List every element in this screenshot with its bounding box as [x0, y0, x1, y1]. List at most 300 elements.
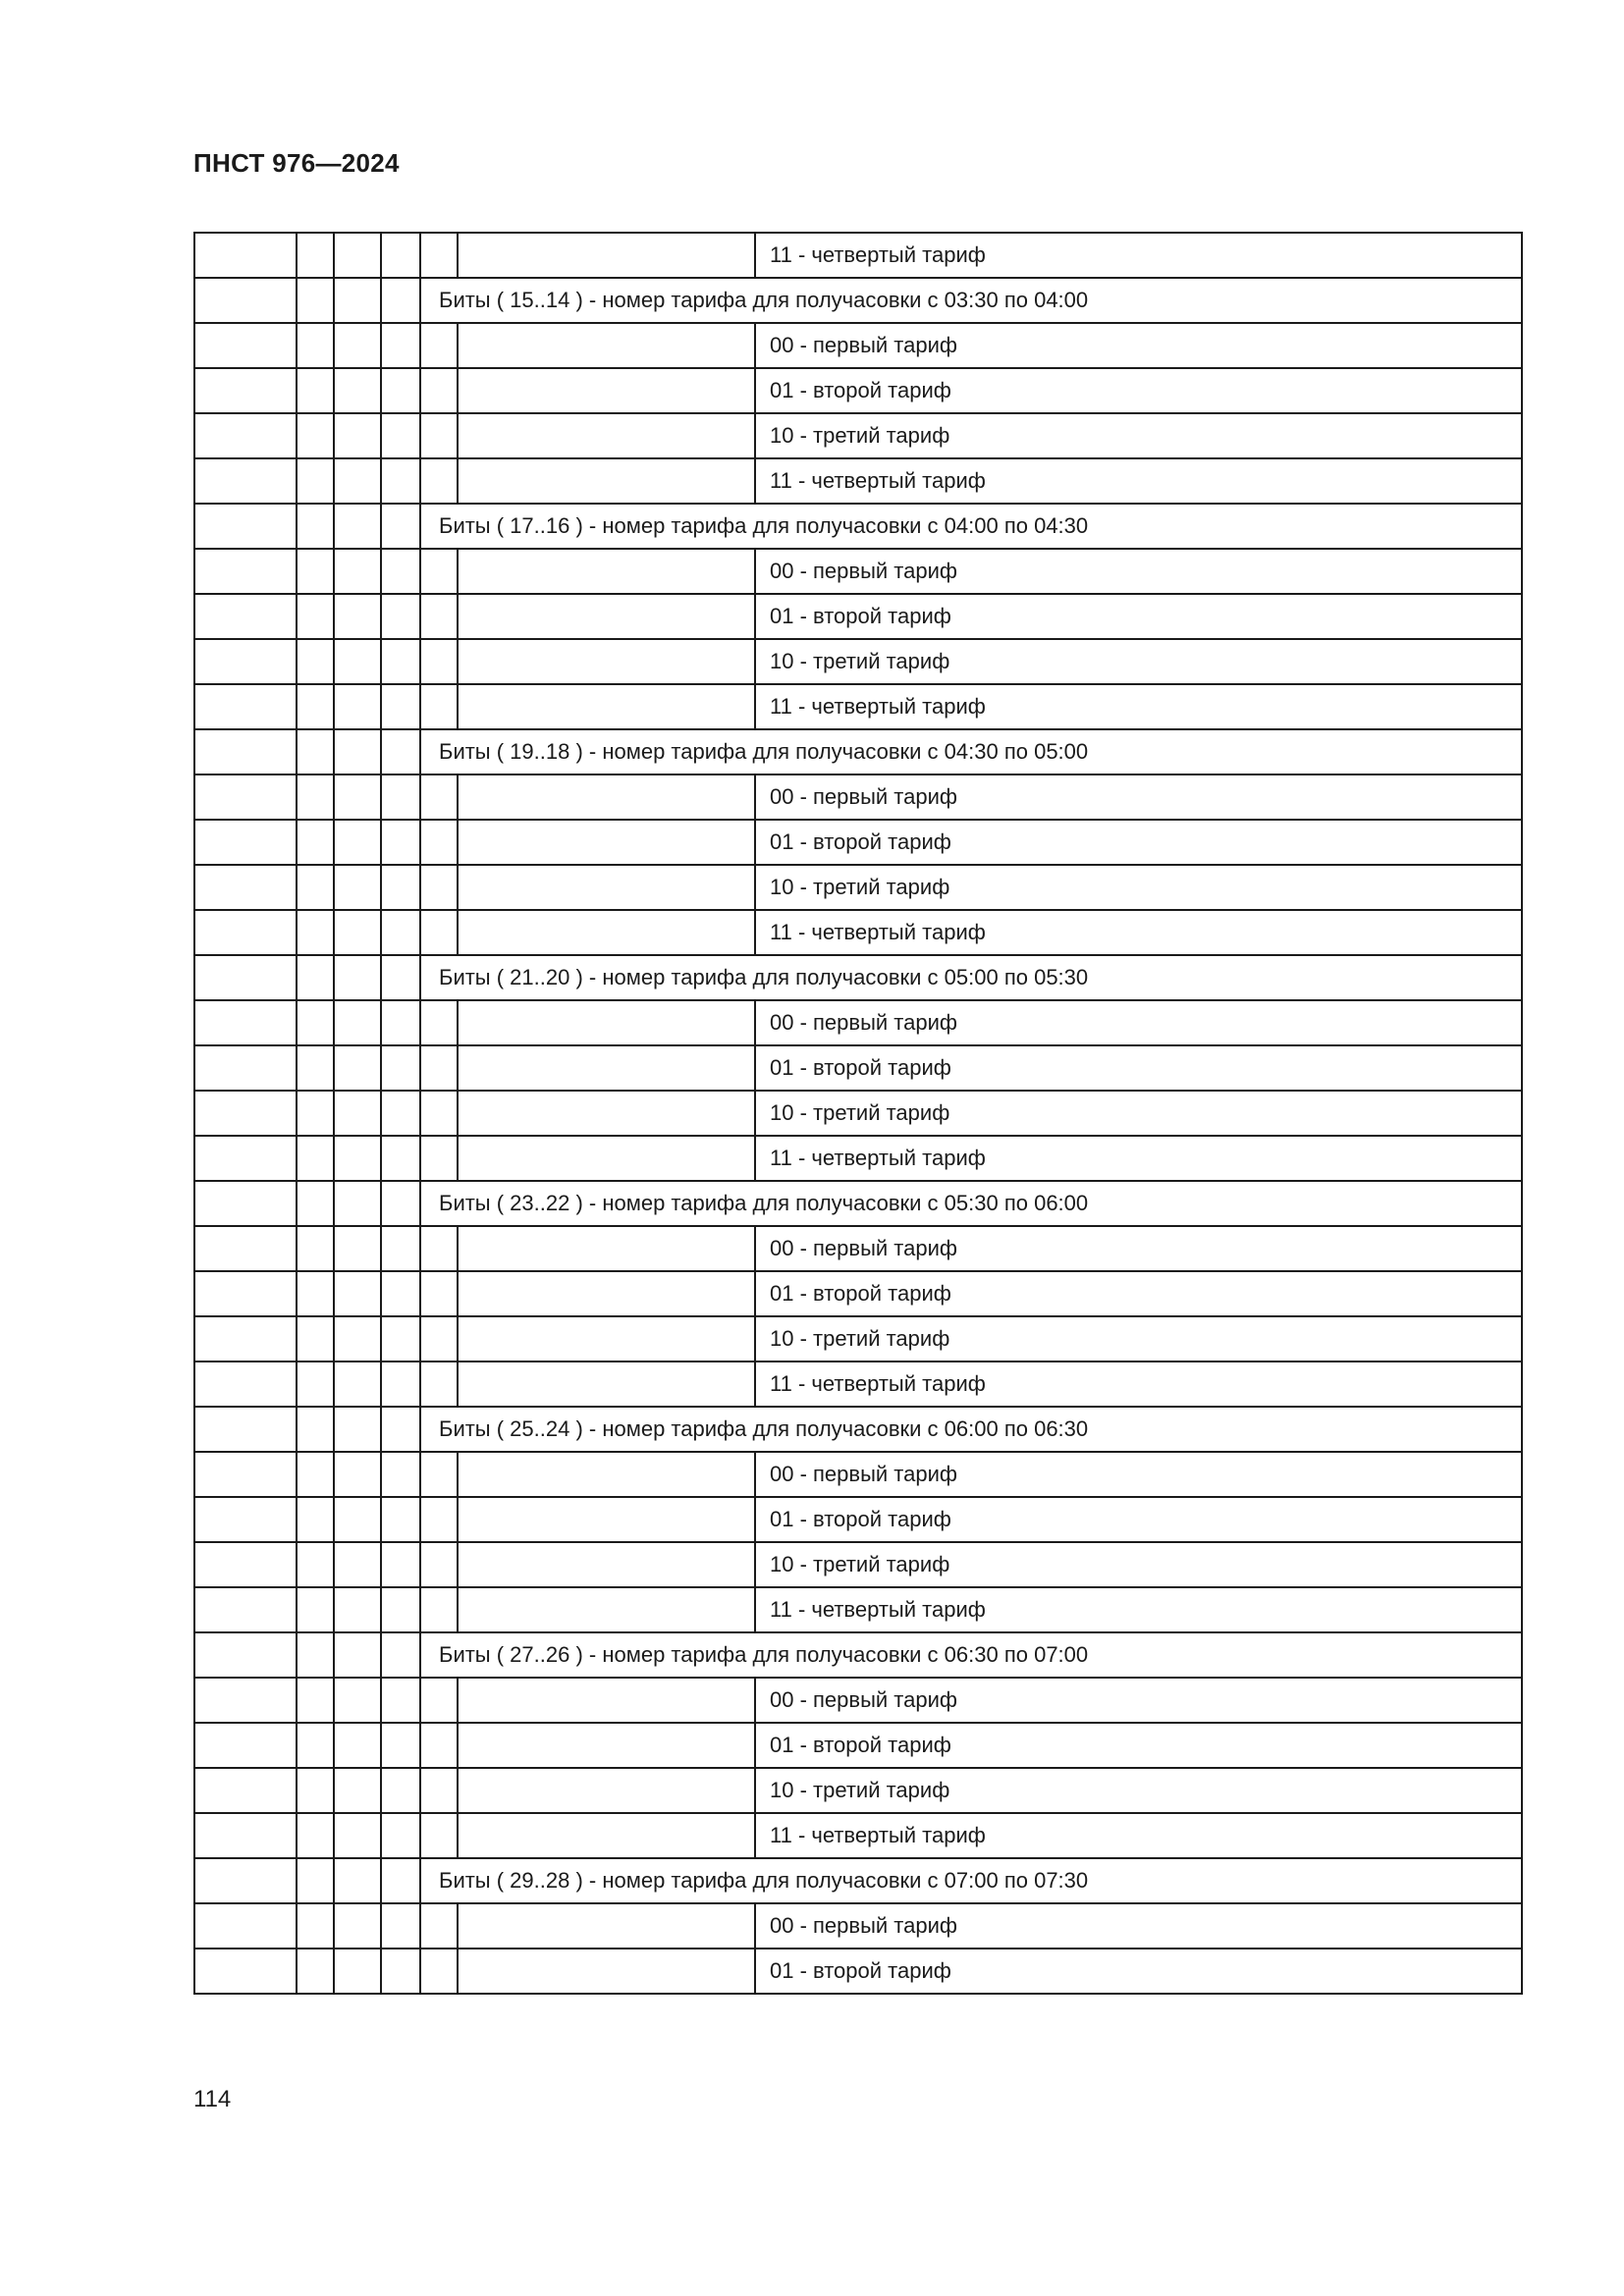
- table-cell-empty: [381, 1407, 420, 1452]
- table-cell-empty: [334, 1091, 381, 1136]
- table-cell-empty: [334, 820, 381, 865]
- table-cell-empty: [420, 1678, 458, 1723]
- table-cell-empty: [297, 549, 334, 594]
- table-cell-empty: [334, 1678, 381, 1723]
- table-cell-empty: [458, 1136, 755, 1181]
- table-cell-empty: [334, 639, 381, 684]
- table-row-tariff-value: [194, 1316, 1522, 1362]
- table-cell-empty: [297, 1949, 334, 1994]
- table-cell-empty: [381, 1858, 420, 1903]
- table-row-bit-group: [194, 278, 1522, 323]
- table-cell-empty: [297, 1045, 334, 1091]
- tariff-value-cell: 10 - третий тариф: [755, 1316, 1522, 1362]
- table-cell-empty: [194, 549, 297, 594]
- table-cell-empty: [194, 1271, 297, 1316]
- table-cell-empty: [194, 1452, 297, 1497]
- table-cell-empty: [420, 1723, 458, 1768]
- table-cell-empty: [420, 1949, 458, 1994]
- table-cell-empty: [334, 1181, 381, 1226]
- table-cell-empty: [334, 1362, 381, 1407]
- tariff-value-cell: 01 - второй тариф: [755, 1949, 1522, 1994]
- table-cell-empty: [458, 1813, 755, 1858]
- bit-group-description: Биты ( 15..14 ) - номер тарифа для получасовки с 03:30 по 04:00: [420, 278, 1522, 323]
- table-cell-empty: [381, 1271, 420, 1316]
- table-cell-empty: [381, 323, 420, 368]
- table-cell-empty: [297, 865, 334, 910]
- table-cell-empty: [194, 1678, 297, 1723]
- table-cell-empty: [297, 1497, 334, 1542]
- tariff-value-cell: 11 - четвертый тариф: [755, 684, 1522, 729]
- tariff-value-cell: 11 - четвертый тариф: [755, 458, 1522, 504]
- tariff-value-cell: 10 - третий тариф: [755, 639, 1522, 684]
- table-cell-empty: [381, 1091, 420, 1136]
- bit-group-description: Биты ( 25..24 ) - номер тарифа для получасовки с 06:00 по 06:30: [420, 1407, 1522, 1452]
- table-cell-empty: [381, 1768, 420, 1813]
- table-cell-empty: [297, 1632, 334, 1678]
- table-cell-empty: [381, 1316, 420, 1362]
- table-cell-empty: [381, 233, 420, 278]
- table-cell-empty: [381, 865, 420, 910]
- table-cell-empty: [194, 1542, 297, 1587]
- table-cell-empty: [334, 1136, 381, 1181]
- table-cell-empty: [381, 594, 420, 639]
- table-cell-empty: [334, 278, 381, 323]
- bit-group-description: Биты ( 21..20 ) - номер тарифа для получасовки с 05:00 по 05:30: [420, 955, 1522, 1000]
- table-cell-empty: [297, 1813, 334, 1858]
- table-cell-empty: [381, 684, 420, 729]
- table-row-tariff-value: [194, 1362, 1522, 1407]
- table-cell-empty: [297, 1452, 334, 1497]
- table-cell-empty: [458, 1542, 755, 1587]
- table-cell-empty: [420, 1542, 458, 1587]
- table-cell-empty: [420, 1497, 458, 1542]
- table-cell-empty: [420, 1271, 458, 1316]
- table-row-tariff-value: [194, 1000, 1522, 1045]
- table-cell-empty: [458, 233, 755, 278]
- tariff-value-cell: 01 - второй тариф: [755, 594, 1522, 639]
- table-cell-empty: [458, 910, 755, 955]
- table-cell-empty: [334, 1497, 381, 1542]
- table-cell-empty: [194, 594, 297, 639]
- table-cell-empty: [420, 1091, 458, 1136]
- table-cell-empty: [458, 1091, 755, 1136]
- table-cell-empty: [194, 729, 297, 774]
- table-cell-empty: [381, 1678, 420, 1723]
- table-cell-empty: [194, 1091, 297, 1136]
- table-cell-empty: [458, 1678, 755, 1723]
- table-cell-empty: [458, 1497, 755, 1542]
- table-row-tariff-value: [194, 458, 1522, 504]
- document-header: ПНСТ 976—2024: [193, 148, 400, 178]
- bit-group-description: Биты ( 29..28 ) - номер тарифа для получасовки с 07:00 по 07:30: [420, 1858, 1522, 1903]
- table-cell-empty: [194, 368, 297, 413]
- table-row-tariff-value: [194, 1678, 1522, 1723]
- table-cell-empty: [334, 1903, 381, 1949]
- table-cell-empty: [458, 1903, 755, 1949]
- table-cell-empty: [458, 865, 755, 910]
- table-cell-empty: [420, 1768, 458, 1813]
- table-cell-empty: [420, 1452, 458, 1497]
- table-cell-empty: [334, 368, 381, 413]
- table-cell-empty: [420, 1000, 458, 1045]
- table-cell-empty: [194, 1858, 297, 1903]
- table-cell-empty: [334, 774, 381, 820]
- tariff-value-cell: 11 - четвертый тариф: [755, 910, 1522, 955]
- table-cell-empty: [381, 1903, 420, 1949]
- table-cell-empty: [194, 1000, 297, 1045]
- table-row-tariff-value: [194, 368, 1522, 413]
- table-cell-empty: [420, 1903, 458, 1949]
- tariff-value-cell: 00 - первый тариф: [755, 1678, 1522, 1723]
- table-cell-empty: [334, 729, 381, 774]
- table-cell-empty: [420, 1136, 458, 1181]
- table-cell-empty: [297, 774, 334, 820]
- tariff-value-cell: 10 - третий тариф: [755, 865, 1522, 910]
- table-row-tariff-value: [194, 1497, 1522, 1542]
- table-cell-empty: [334, 865, 381, 910]
- table-cell-empty: [420, 458, 458, 504]
- table-cell-empty: [458, 684, 755, 729]
- table-cell-empty: [334, 1813, 381, 1858]
- tariff-value-cell: 11 - четвертый тариф: [755, 1136, 1522, 1181]
- table-row-tariff-value: [194, 1813, 1522, 1858]
- table-row-tariff-value: [194, 1226, 1522, 1271]
- tariff-value-cell: 00 - первый тариф: [755, 549, 1522, 594]
- table-cell-empty: [334, 1452, 381, 1497]
- table-row-tariff-value: [194, 413, 1522, 458]
- table-cell-empty: [458, 1362, 755, 1407]
- tariff-value-cell: 01 - второй тариф: [755, 820, 1522, 865]
- table-cell-empty: [458, 1000, 755, 1045]
- table-row-tariff-value: [194, 1452, 1522, 1497]
- table-cell-empty: [297, 639, 334, 684]
- table-cell-empty: [194, 820, 297, 865]
- table-cell-empty: [381, 1813, 420, 1858]
- table-cell-empty: [334, 955, 381, 1000]
- table-row-tariff-value: [194, 1587, 1522, 1632]
- bit-group-description: Биты ( 27..26 ) - номер тарифа для получасовки с 06:30 по 07:00: [420, 1632, 1522, 1678]
- tariff-value-cell: 11 - четвертый тариф: [755, 1813, 1522, 1858]
- table-cell-empty: [194, 1949, 297, 1994]
- table-cell-empty: [194, 458, 297, 504]
- table-row-tariff-value: [194, 1949, 1522, 1994]
- table-cell-empty: [194, 1407, 297, 1452]
- table-cell-empty: [194, 910, 297, 955]
- tariff-value-cell: 00 - первый тариф: [755, 1226, 1522, 1271]
- table-cell-empty: [381, 955, 420, 1000]
- tariff-value-cell: 01 - второй тариф: [755, 368, 1522, 413]
- table-cell-empty: [334, 1316, 381, 1362]
- table-cell-empty: [420, 1226, 458, 1271]
- tariff-value-cell: 11 - четвертый тариф: [755, 233, 1522, 278]
- table-cell-empty: [297, 1136, 334, 1181]
- tariff-value-cell: 00 - первый тариф: [755, 774, 1522, 820]
- table-row-tariff-value: [194, 1903, 1522, 1949]
- table-cell-empty: [458, 1949, 755, 1994]
- table-cell-empty: [381, 1045, 420, 1091]
- table-cell-empty: [420, 594, 458, 639]
- bit-group-description: Биты ( 19..18 ) - номер тарифа для получасовки с 04:30 по 05:00: [420, 729, 1522, 774]
- table-cell-empty: [297, 1903, 334, 1949]
- table-cell-empty: [420, 1362, 458, 1407]
- table-cell-empty: [194, 865, 297, 910]
- table-cell-empty: [334, 1949, 381, 1994]
- table-cell-empty: [381, 1632, 420, 1678]
- table-row-tariff-value: [194, 684, 1522, 729]
- table-row-tariff-value: [194, 1768, 1522, 1813]
- table-cell-empty: [420, 549, 458, 594]
- tariff-value-cell: 01 - второй тариф: [755, 1723, 1522, 1768]
- table-cell-empty: [420, 368, 458, 413]
- table-cell-empty: [334, 1768, 381, 1813]
- table-cell-empty: [458, 820, 755, 865]
- table-cell-empty: [458, 1271, 755, 1316]
- table-cell-empty: [381, 729, 420, 774]
- table-cell-empty: [334, 458, 381, 504]
- table-cell-empty: [381, 1587, 420, 1632]
- table-cell-empty: [381, 1497, 420, 1542]
- tariff-value-cell: 10 - третий тариф: [755, 1091, 1522, 1136]
- table-cell-empty: [334, 323, 381, 368]
- table-cell-empty: [194, 413, 297, 458]
- table-cell-empty: [297, 413, 334, 458]
- table-cell-empty: [194, 639, 297, 684]
- tariff-value-cell: 00 - первый тариф: [755, 323, 1522, 368]
- table-cell-empty: [458, 458, 755, 504]
- table-cell-empty: [334, 1858, 381, 1903]
- table-cell-empty: [420, 820, 458, 865]
- table-cell-empty: [194, 278, 297, 323]
- bit-group-description: Биты ( 17..16 ) - номер тарифа для получасовки с 04:00 по 04:30: [420, 504, 1522, 549]
- table-row-tariff-value: [194, 910, 1522, 955]
- table-cell-empty: [458, 1045, 755, 1091]
- table-row-tariff-value: [194, 594, 1522, 639]
- table-cell-empty: [420, 1316, 458, 1362]
- table-cell-empty: [420, 413, 458, 458]
- table-body: [194, 233, 1522, 1994]
- table-cell-empty: [458, 1226, 755, 1271]
- table-row-tariff-value: [194, 1045, 1522, 1091]
- table-cell-empty: [297, 1000, 334, 1045]
- table-cell-empty: [420, 1045, 458, 1091]
- table-row-bit-group: [194, 1407, 1522, 1452]
- table-row-tariff-value: [194, 1091, 1522, 1136]
- table-cell-empty: [334, 1000, 381, 1045]
- table-cell-empty: [334, 1587, 381, 1632]
- tariff-value-cell: 00 - первый тариф: [755, 1452, 1522, 1497]
- table-cell-empty: [381, 1723, 420, 1768]
- table-cell-empty: [194, 323, 297, 368]
- table-cell-empty: [194, 1181, 297, 1226]
- table-cell-empty: [297, 233, 334, 278]
- tariff-bits-table: [193, 232, 1523, 1995]
- table-cell-empty: [194, 1045, 297, 1091]
- table-cell-empty: [420, 639, 458, 684]
- table-row-tariff-value: [194, 323, 1522, 368]
- table-cell-empty: [194, 1587, 297, 1632]
- table-row-tariff-value: [194, 639, 1522, 684]
- tariff-value-cell: 00 - первый тариф: [755, 1000, 1522, 1045]
- table-cell-empty: [381, 1452, 420, 1497]
- table-cell-empty: [334, 1045, 381, 1091]
- table-cell-empty: [194, 1362, 297, 1407]
- table-cell-empty: [381, 1542, 420, 1587]
- table-cell-empty: [381, 1226, 420, 1271]
- table-cell-empty: [420, 323, 458, 368]
- table-cell-empty: [381, 639, 420, 684]
- table-row-tariff-value: [194, 774, 1522, 820]
- table-cell-empty: [334, 1542, 381, 1587]
- table-cell-empty: [381, 549, 420, 594]
- table-row-bit-group: [194, 955, 1522, 1000]
- table-cell-empty: [334, 233, 381, 278]
- table-cell-empty: [297, 1723, 334, 1768]
- table-cell-empty: [381, 368, 420, 413]
- table-cell-empty: [194, 1632, 297, 1678]
- table-cell-empty: [297, 1587, 334, 1632]
- table-cell-empty: [381, 1000, 420, 1045]
- table-cell-empty: [194, 1316, 297, 1362]
- table-cell-empty: [381, 1181, 420, 1226]
- table-cell-empty: [381, 1949, 420, 1994]
- tariff-value-cell: 10 - третий тариф: [755, 1768, 1522, 1813]
- table-cell-empty: [297, 458, 334, 504]
- table-cell-empty: [194, 233, 297, 278]
- table-cell-empty: [420, 910, 458, 955]
- tariff-value-cell: 11 - четвертый тариф: [755, 1587, 1522, 1632]
- table-row-bit-group: [194, 729, 1522, 774]
- table-cell-empty: [297, 594, 334, 639]
- table-cell-empty: [297, 278, 334, 323]
- table-cell-empty: [297, 368, 334, 413]
- tariff-value-cell: 00 - первый тариф: [755, 1903, 1522, 1949]
- table-cell-empty: [420, 1813, 458, 1858]
- table-cell-empty: [420, 233, 458, 278]
- table-cell-empty: [334, 413, 381, 458]
- table-row-tariff-value: [194, 233, 1522, 278]
- table-cell-empty: [297, 1407, 334, 1452]
- table-cell-empty: [334, 910, 381, 955]
- table-cell-empty: [381, 413, 420, 458]
- table-cell-empty: [334, 504, 381, 549]
- table-cell-empty: [297, 1362, 334, 1407]
- table-cell-empty: [381, 774, 420, 820]
- table-cell-empty: [194, 1136, 297, 1181]
- table-cell-empty: [194, 684, 297, 729]
- table-cell-empty: [420, 684, 458, 729]
- tariff-value-cell: 11 - четвертый тариф: [755, 1362, 1522, 1407]
- table-row-tariff-value: [194, 1542, 1522, 1587]
- tariff-value-cell: 01 - второй тариф: [755, 1497, 1522, 1542]
- table-cell-empty: [297, 1542, 334, 1587]
- page-number: 114: [193, 2086, 232, 2112]
- tariff-value-cell: 10 - третий тариф: [755, 413, 1522, 458]
- table-cell-empty: [297, 1768, 334, 1813]
- table-cell-empty: [297, 1091, 334, 1136]
- table-row-tariff-value: [194, 1723, 1522, 1768]
- table-cell-empty: [420, 774, 458, 820]
- table-cell-empty: [297, 729, 334, 774]
- table-cell-empty: [297, 1678, 334, 1723]
- table-cell-empty: [297, 684, 334, 729]
- table-cell-empty: [381, 910, 420, 955]
- table-cell-empty: [297, 1316, 334, 1362]
- table-cell-empty: [458, 323, 755, 368]
- table-row-tariff-value: [194, 1271, 1522, 1316]
- table-cell-empty: [334, 1632, 381, 1678]
- table-cell-empty: [297, 910, 334, 955]
- table-cell-empty: [381, 1362, 420, 1407]
- table-cell-empty: [458, 594, 755, 639]
- bit-group-description: Биты ( 23..22 ) - номер тарифа для получасовки с 05:30 по 06:00: [420, 1181, 1522, 1226]
- table-cell-empty: [334, 684, 381, 729]
- table-cell-empty: [420, 1587, 458, 1632]
- table-cell-empty: [458, 1587, 755, 1632]
- table-cell-empty: [194, 504, 297, 549]
- tariff-value-cell: 10 - третий тариф: [755, 1542, 1522, 1587]
- table-cell-empty: [458, 413, 755, 458]
- table-row-tariff-value: [194, 865, 1522, 910]
- tariff-value-cell: 01 - второй тариф: [755, 1045, 1522, 1091]
- table-cell-empty: [381, 504, 420, 549]
- table-cell-empty: [334, 1407, 381, 1452]
- table-row-tariff-value: [194, 820, 1522, 865]
- table-cell-empty: [297, 955, 334, 1000]
- table-row-bit-group: [194, 1632, 1522, 1678]
- table-row-bit-group: [194, 504, 1522, 549]
- table-cell-empty: [420, 865, 458, 910]
- tariff-value-cell: 01 - второй тариф: [755, 1271, 1522, 1316]
- table-row-bit-group: [194, 1181, 1522, 1226]
- table-cell-empty: [194, 1768, 297, 1813]
- table-cell-empty: [297, 323, 334, 368]
- table-cell-empty: [458, 1768, 755, 1813]
- table-cell-empty: [297, 1271, 334, 1316]
- table-cell-empty: [297, 1226, 334, 1271]
- table-cell-empty: [334, 1723, 381, 1768]
- table-cell-empty: [458, 549, 755, 594]
- table-cell-empty: [297, 1181, 334, 1226]
- table-cell-empty: [334, 549, 381, 594]
- table-cell-empty: [194, 955, 297, 1000]
- table-cell-empty: [381, 278, 420, 323]
- table-row-tariff-value: [194, 1136, 1522, 1181]
- table-row-tariff-value: [194, 549, 1522, 594]
- table-cell-empty: [334, 1271, 381, 1316]
- table-cell-empty: [458, 1452, 755, 1497]
- table-cell-empty: [381, 458, 420, 504]
- table-row-bit-group: [194, 1858, 1522, 1903]
- table-cell-empty: [334, 594, 381, 639]
- table-cell-empty: [458, 639, 755, 684]
- table-cell-empty: [194, 774, 297, 820]
- table-cell-empty: [458, 1723, 755, 1768]
- table-cell-empty: [458, 774, 755, 820]
- table-cell-empty: [194, 1813, 297, 1858]
- table-cell-empty: [381, 1136, 420, 1181]
- table-cell-empty: [194, 1723, 297, 1768]
- table-cell-empty: [194, 1903, 297, 1949]
- table-cell-empty: [381, 820, 420, 865]
- table-cell-empty: [194, 1226, 297, 1271]
- table-cell-empty: [194, 1497, 297, 1542]
- table-cell-empty: [458, 368, 755, 413]
- table-cell-empty: [297, 820, 334, 865]
- table-cell-empty: [334, 1226, 381, 1271]
- table-cell-empty: [458, 1316, 755, 1362]
- table-cell-empty: [297, 504, 334, 549]
- table-cell-empty: [297, 1858, 334, 1903]
